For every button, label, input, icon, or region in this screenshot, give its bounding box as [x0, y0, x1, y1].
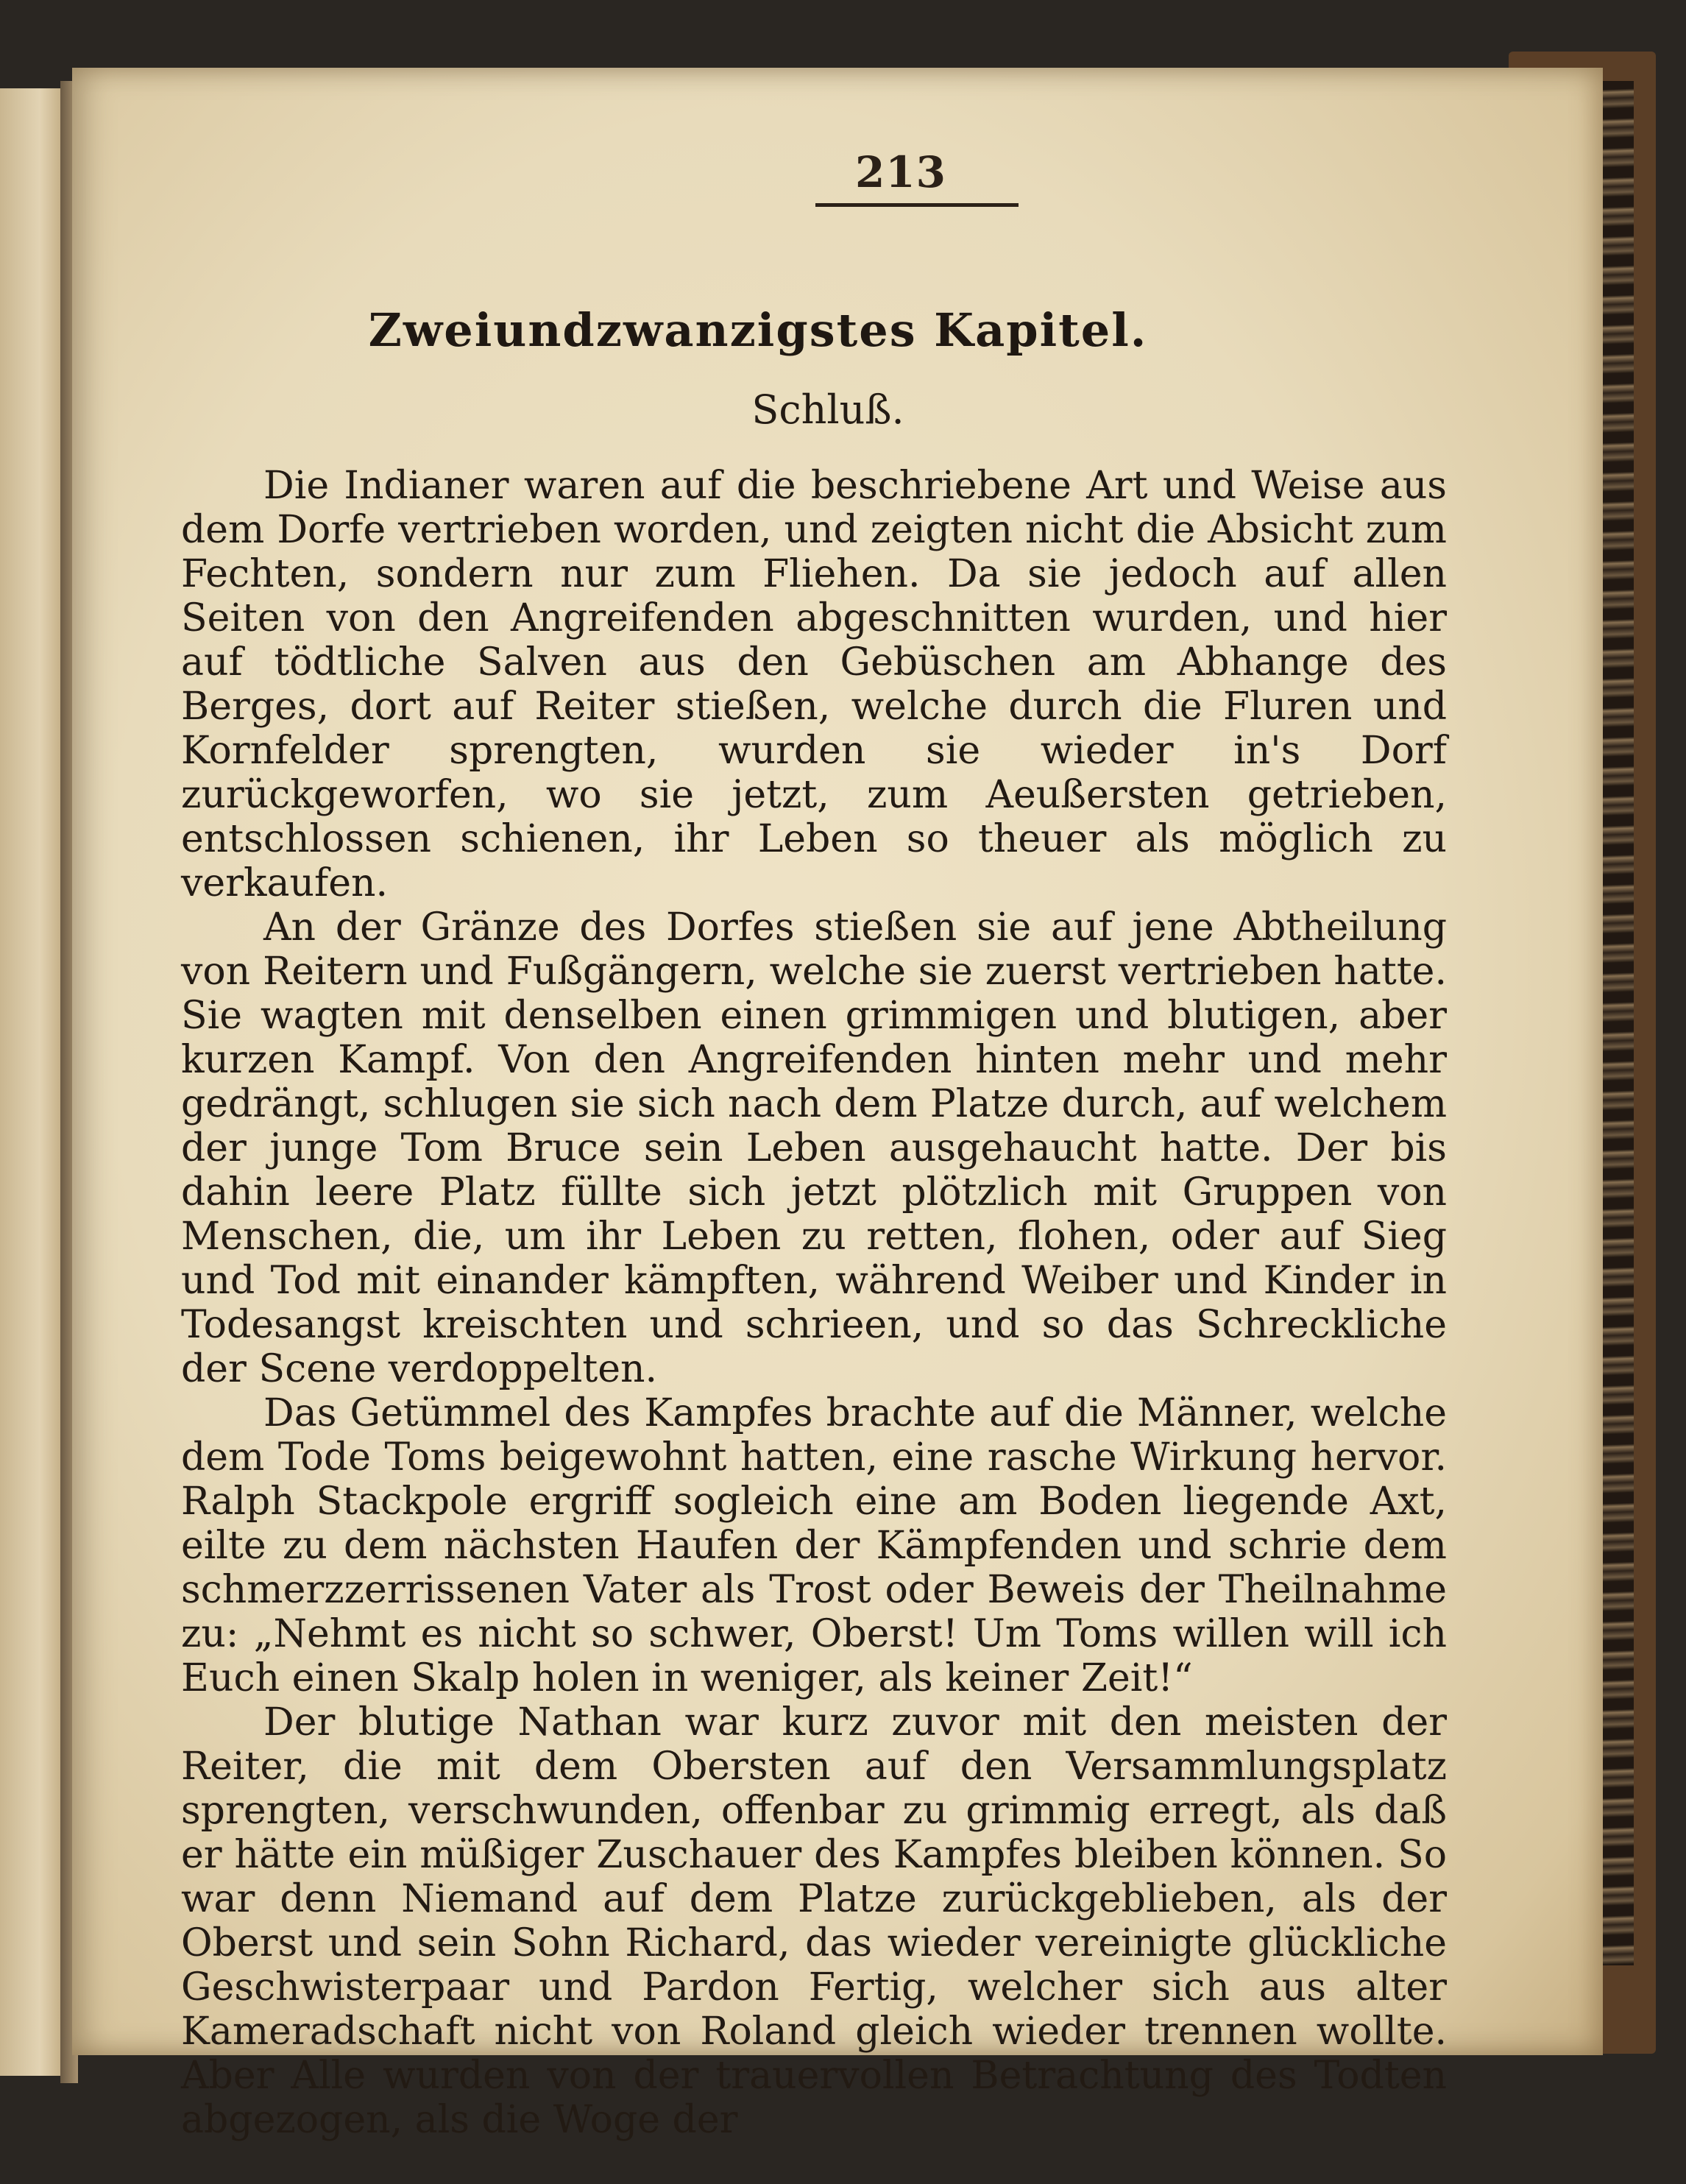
chapter-subtitle: Schluß.	[751, 386, 904, 433]
previous-page-edge	[0, 88, 66, 2076]
paragraph-2: An der Gränze des Dorfes stießen sie auf jene Abtheilung von Reitern und Fußgängern, welche sie zuerst vertrieben hatte. Sie wagten mit denselben einen grimmigen und blutigen, aber kurzen Kampf. Von den Angreifenden hinten mehr und mehr gedrängt, schlugen sie sich nach dem Platze durch, auf welchem der junge Tom Bruce sein Leben ausgehaucht hatte. Der bis dahin leere Platz füllte sich jetzt plötzlich mit Gruppen von Menschen, die, um ihr Leben zu retten, flohen, oder auf Sieg und Tod mit einander kämpften, während Weiber und Kinder in Todesangst kreischten und schrieen, und so das Schreckliche der Scene verdoppelten.	[181, 905, 1447, 1391]
body-text	[181, 464, 1447, 2142]
page-number: 213	[854, 147, 947, 197]
chapter-title: Zweiundzwanzigstes Kapitel.	[368, 303, 1148, 357]
paragraph-4: Der blutige Nathan war kurz zuvor mit den meisten der Reiter, die mit dem Obersten auf den Versammlungsplatz sprengten, verschwunden, offenbar zu grimmig erregt, als daß er hätte ein müßiger Zuschauer des Kampfes bleiben können. So war denn Niemand auf dem Platze zurückgeblieben, als der Oberst und sein Sohn Richard, das wieder vereinigte glückliche Geschwisterpaar und Pardon Fertig, welcher sich aus alter Kameradschaft nicht von Roland gleich wieder trennen wollte. Aber Alle wurden von der trauervollen Betrachtung des Todten abgezogen, als die Woge der	[181, 1700, 1447, 2142]
paragraph-1: Die Indianer waren auf die beschriebene Art und Weise aus dem Dorfe vertrieben worden, und zeigten nicht die Absicht zum Fechten, sondern nur zum Fliehen. Da sie jedoch auf allen Seiten von den Angreifenden abgeschnitten wurden, und hier auf tödtliche Salven aus den Gebüschen am Abhange des Berges, dort auf Reiter stießen, welche durch die Fluren und Kornfelder sprengten, wurden sie wieder in's Dorf zurückgeworfen, wo sie jetzt, zum Aeußersten getrieben, entschlossen schienen, ihr Leben so theuer als möglich zu verkaufen.	[181, 464, 1447, 905]
paragraph-3: Das Getümmel des Kampfes brachte auf die Männer, welche dem Tode Toms beigewohnt hatten, eine rasche Wirkung hervor. Ralph Stackpole ergriff sogleich eine am Boden liegende Axt, eilte zu dem nächsten Haufen der Kämpfenden und schrie dem schmerzzerrissenen Vater als Trost oder Beweis der Theilnahme zu: „Nehmt es nicht so schwer, Oberst! Um Toms willen will ich Euch einen Skalp holen in weniger, als keiner Zeit!“	[181, 1391, 1447, 1700]
page-number-rule	[815, 203, 1019, 207]
